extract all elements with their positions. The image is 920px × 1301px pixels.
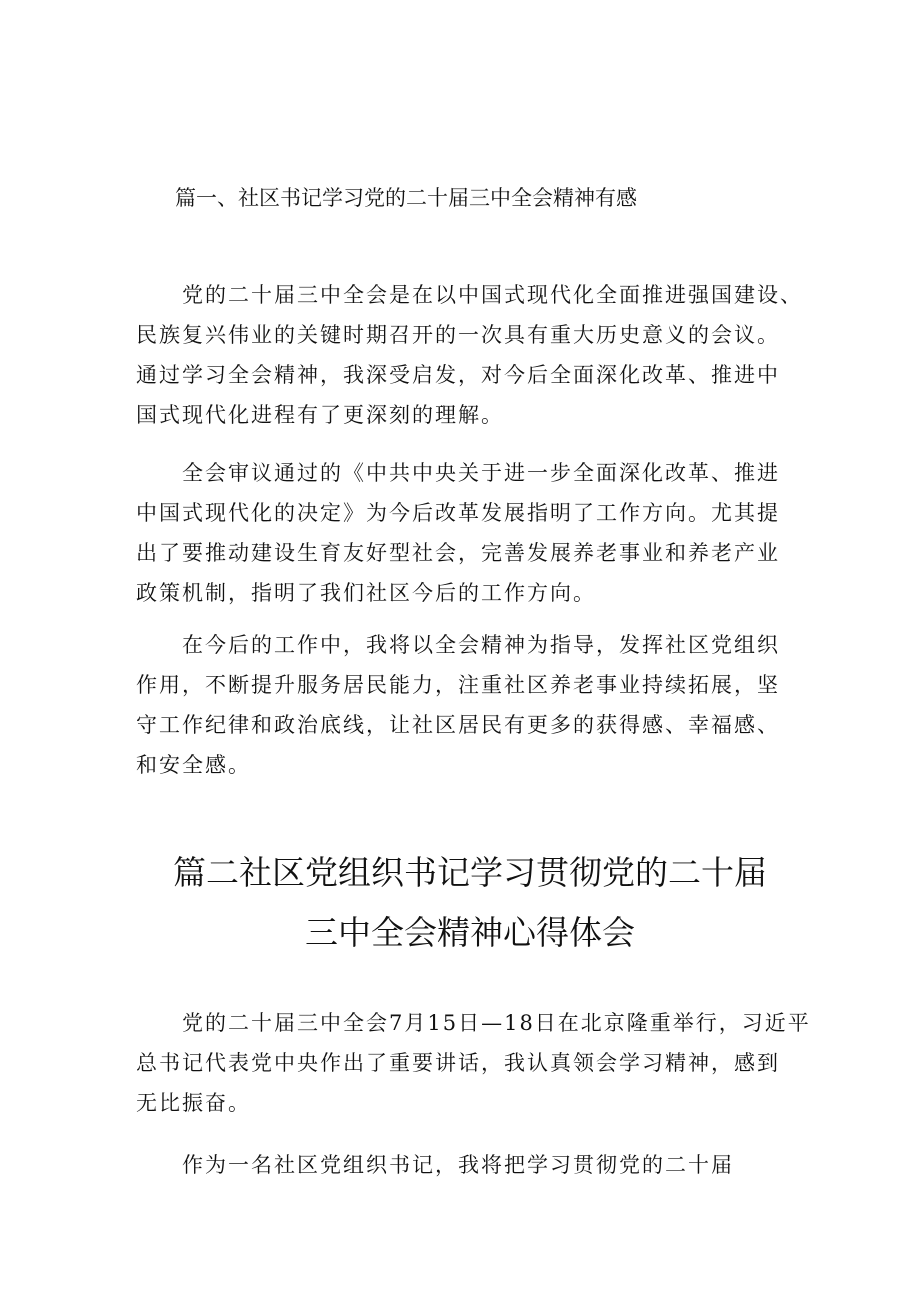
text-line: 中国式现代化的决定》为今后改革发展指明了工作方向。尤其提 bbox=[136, 501, 780, 525]
text-line: 作为一名社区党组织书记，我将把学习贯彻党的二十届 bbox=[182, 1153, 734, 1177]
text-line: 党的二十届三中全会7月15日—18日在北京隆重举行，习近平 bbox=[182, 1011, 811, 1035]
text-line: 全会审议通过的《中共中央关于进一步全面深化改革、推进 bbox=[182, 461, 780, 485]
text-line: 党的二十届三中全会是在以中国式现代化全面推进强国建设、 bbox=[182, 283, 803, 307]
text-line: 无比振奋。 bbox=[136, 1091, 251, 1115]
section-2-paragraph-2 bbox=[136, 1145, 816, 1185]
text-line: 政策机制，指明了我们社区今后的工作方向。 bbox=[136, 581, 596, 605]
section-1-paragraph-1 bbox=[136, 275, 816, 435]
text-line: 守工作纪律和政治底线，让社区居民有更多的获得感、幸福感、 bbox=[136, 713, 780, 737]
section-2-paragraph-1 bbox=[136, 1003, 816, 1123]
section-2-title bbox=[160, 843, 780, 963]
section-1-paragraph-2 bbox=[136, 453, 816, 613]
text-line: 作用，不断提升服务居民能力，注重社区养老事业持续拓展，坚 bbox=[136, 673, 780, 697]
text-line: 通过学习全会精神，我深受启发，对今后全面深化改革、推进中 bbox=[136, 363, 780, 387]
text-line: 国式现代化进程有了更深刻的理解。 bbox=[136, 403, 504, 427]
title-line: 篇二社区党组织书记学习贯彻党的二十届 bbox=[173, 853, 767, 892]
section-1-title: 篇一、社区书记学习党的二十届三中全会精神有感 bbox=[175, 186, 637, 210]
title-line: 三中全会精神心得体会 bbox=[305, 913, 635, 952]
section-1-paragraph-3 bbox=[136, 625, 816, 785]
text-line: 出了要推动建设生育友好型社会，完善发展养老事业和养老产业 bbox=[136, 541, 780, 565]
text-line: 和安全感。 bbox=[136, 753, 251, 777]
text-line: 在今后的工作中，我将以全会精神为指导，发挥社区党组织 bbox=[182, 633, 780, 657]
text-line: 总书记代表党中央作出了重要讲话，我认真领会学习精神，感到 bbox=[136, 1051, 780, 1075]
text-line: 民族复兴伟业的关键时期召开的一次具有重大历史意义的会议。 bbox=[136, 323, 780, 347]
